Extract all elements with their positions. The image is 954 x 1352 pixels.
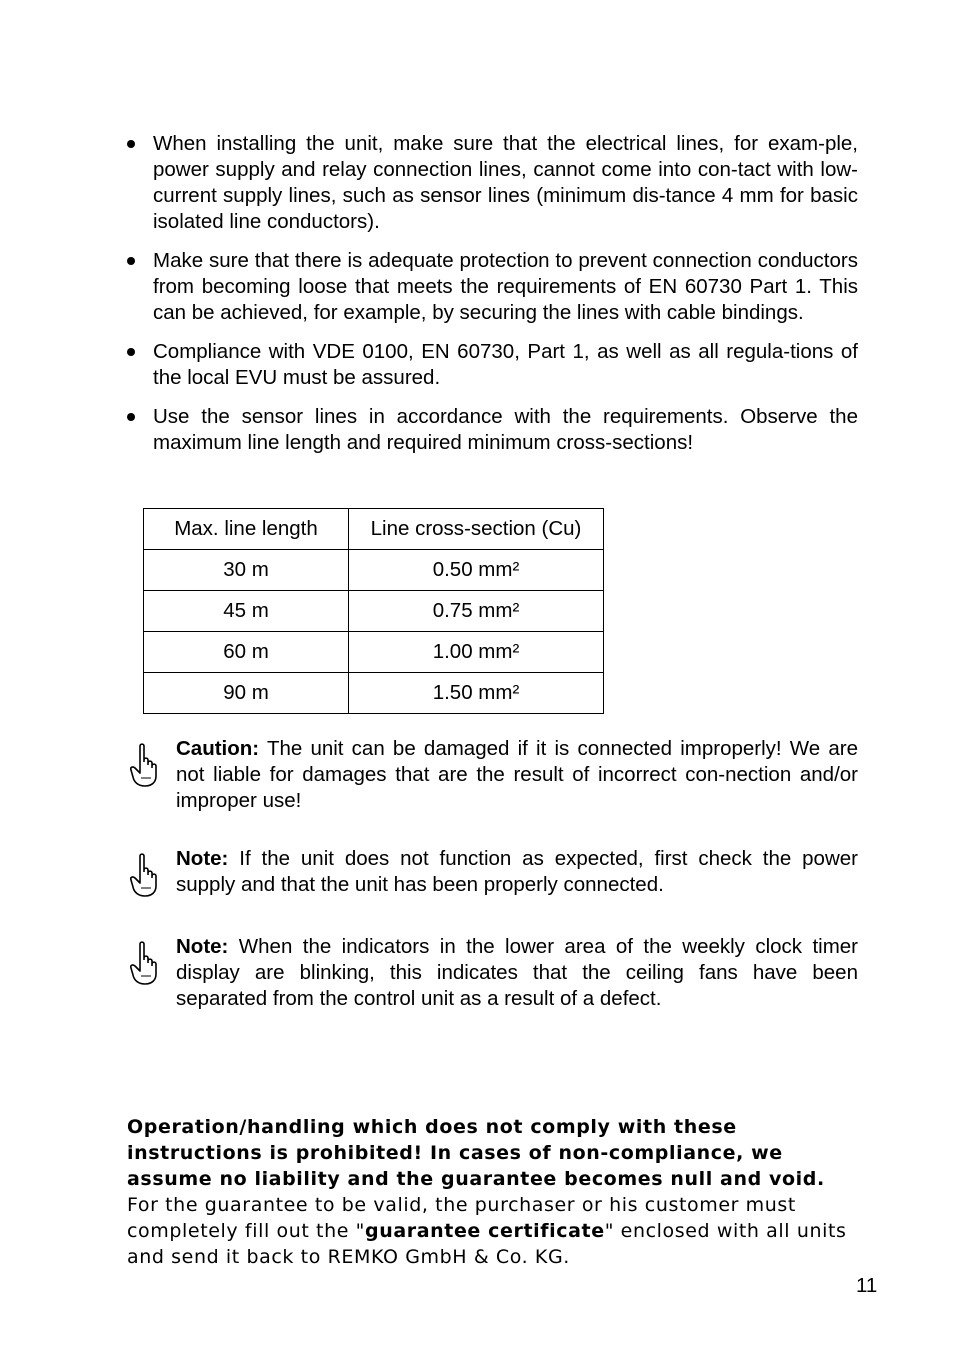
bullet-list	[127, 131, 858, 469]
bullet-text: Compliance with VDE 0100, EN 60730, Part 1, as well as all regula-tions of the local EVU must be assured.	[153, 340, 858, 389]
table-cell: 90 m	[144, 673, 349, 714]
guarantee-certificate-term: guarantee certificate	[365, 1220, 605, 1242]
bullet-item	[127, 131, 858, 235]
guarantee-instructions	[127, 1192, 867, 1270]
bullet-item	[127, 404, 858, 456]
bullet-item	[127, 339, 858, 391]
guarantee-text: For the guarantee to be valid, the purchaser or his customer must completely fill out the "	[127, 1194, 796, 1242]
pointing-hand-icon	[128, 940, 158, 986]
table-cell: 30 m	[144, 550, 349, 591]
guarantee-text: " enclosed with all units and send it back to REMKO GmbH & Co. KG.	[127, 1220, 847, 1268]
bullet-dot-icon	[127, 257, 135, 265]
table-row	[144, 632, 604, 673]
page-number: 11	[856, 1274, 878, 1297]
table-cell: 0.50 mm²	[349, 550, 604, 591]
table-header-row	[144, 509, 604, 550]
guarantee-warning: Operation/handling which does not comply with these instructions is prohibited! In cases of non-compliance, we assume no liability and the guarantee becomes null and void.	[127, 1116, 825, 1190]
table-row	[144, 591, 604, 632]
table-row	[144, 673, 604, 714]
note-text: The unit can be damaged if it is connected improperly! We are not liable for damages that are the result of incorrect con-nection and/or improper use!	[176, 737, 858, 812]
table-header: Max. line length	[144, 509, 349, 550]
table-cell: 1.50 mm²	[349, 673, 604, 714]
guarantee-notice	[127, 1114, 867, 1270]
table-cell: 0.75 mm²	[349, 591, 604, 632]
note-label: Note:	[176, 847, 229, 870]
table-cell: 45 m	[144, 591, 349, 632]
bullet-dot-icon	[127, 140, 135, 148]
bullet-text: Make sure that there is adequate protection to prevent connection conductors from becoming loose that meets the requirements of EN 60730 Part 1. This can be achieved, for example, by securing the lines with cable bindings.	[153, 249, 858, 324]
table-cell: 60 m	[144, 632, 349, 673]
note-label: Caution:	[176, 737, 260, 760]
table-header: Line cross-section (Cu)	[349, 509, 604, 550]
bullet-dot-icon	[127, 413, 135, 421]
pointing-hand-icon	[128, 852, 158, 898]
note-label: Note:	[176, 935, 229, 958]
note-check-power	[128, 846, 858, 898]
table-row	[144, 550, 604, 591]
note-text: If the unit does not function as expected, first check the power supply and that the unit has been properly connected.	[176, 847, 858, 896]
note-text: When the indicators in the lower area of the weekly clock timer display are blinking, this indicates that the ceiling fans have been separated from the control unit as a result of a defect.	[176, 935, 858, 1010]
caution-note	[128, 736, 858, 814]
pointing-hand-icon	[128, 742, 158, 788]
bullet-item	[127, 248, 858, 326]
table-cell: 1.00 mm²	[349, 632, 604, 673]
bullet-text: When installing the unit, make sure that the electrical lines, for exam-ple, power supply and relay connection lines, cannot come into con-tact with low-current supply lines, such as sensor lines (minimum dis-tance 4 mm for basic isolated line conductors).	[153, 132, 858, 233]
bullet-text: Use the sensor lines in accordance with the requirements. Observe the maximum line length and required minimum cross-sections!	[153, 405, 858, 454]
note-indicators	[128, 934, 858, 1012]
line-spec-table	[143, 508, 604, 714]
bullet-dot-icon	[127, 348, 135, 356]
